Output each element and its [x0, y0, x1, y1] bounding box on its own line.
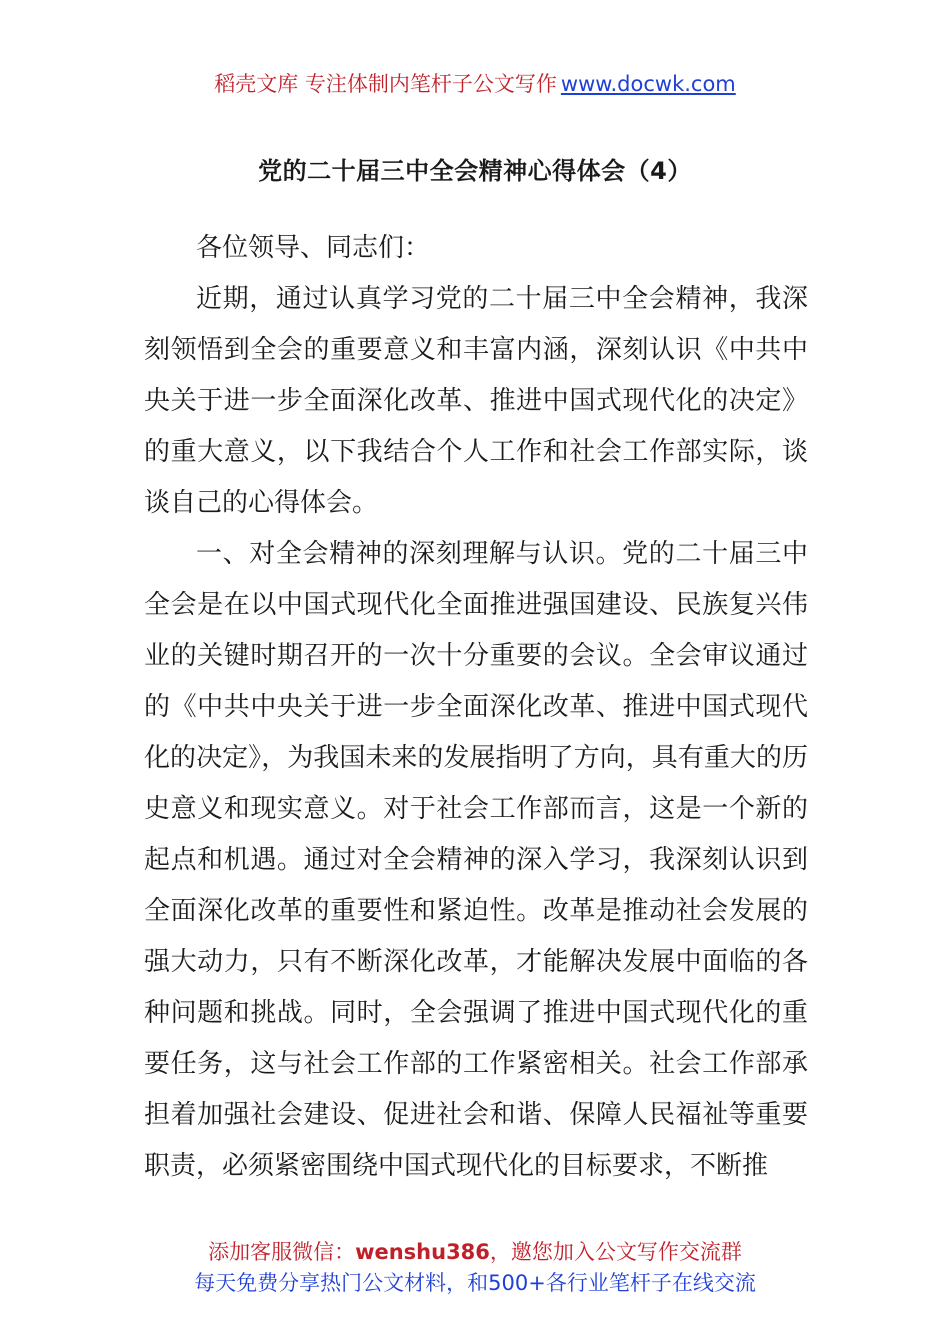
- footer-contact-line: [0, 1237, 950, 1268]
- salutation-paragraph: 各位领导、同志们：: [196, 233, 431, 263]
- document-title: 党的二十届三中全会精神心得体会（4）: [258, 157, 692, 185]
- intro-paragraph: 近期，通过认真学习党的二十届三中全会精神，我深刻领悟到全会的重要意义和丰富内涵，深刻认识《中共中央关于进一步全面深化改革、推进中国式现代化的决定》的重大意义，以下我结合个人工作和社会工作部实际，谈谈自己的心得体会。: [144, 284, 808, 518]
- footer-contact-suffix: ，邀您加入公文写作交流群: [489, 1240, 742, 1264]
- page-header: [0, 68, 950, 100]
- header-brand-text: 稻壳文库 专注体制内笔杆子公文写作: [214, 72, 557, 96]
- footer-wechat-id: wenshu386: [355, 1240, 490, 1264]
- document-body: [144, 223, 808, 1192]
- header-website-link[interactable]: www.docwk.com: [560, 72, 736, 96]
- footer-promo-line: 每天免费分享热门公文材料，和500+各行业笔杆子在线交流: [194, 1271, 756, 1295]
- section-one-paragraph: 一、对全会精神的深刻理解与认识。党的二十届三中全会是在以中国式现代化全面推进强国建设、民族复兴伟业的关键时期召开的一次十分重要的会议。全会审议通过的《中共中央关于进一步全面深化改革、推进中国式现代化的决定》，为我国未来的发展指明了方向，具有重大的历史意义和现实意义。对于社会工作部而言，这是一个新的起点和机遇。通过对全会精神的深入学习，我深刻认识到全面深化改革的重要性和紧迫性。改革是推动社会发展的强大动力，只有不断深化改革，才能解决发展中面临的各种问题和挑战。同时，全会强调了推进中国式现代化的重要任务，这与社会工作部的工作紧密相关。社会工作部承担着加强社会建设、促进社会和谐、保障人民福祉等重要职责，必须紧密围绕中国式现代化的目标要求，不断推: [144, 539, 808, 1181]
- footer-contact-prefix: 添加客服微信：: [208, 1240, 356, 1264]
- page-footer: [0, 1237, 950, 1299]
